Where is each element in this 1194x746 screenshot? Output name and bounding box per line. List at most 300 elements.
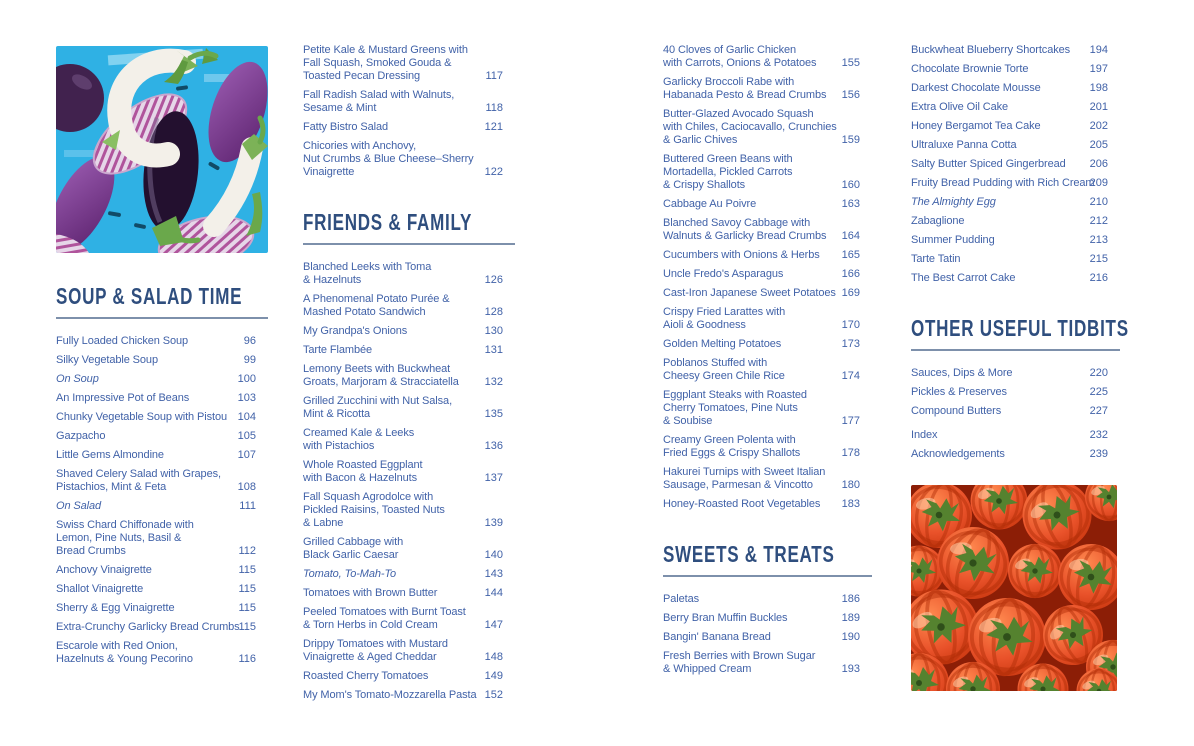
- toc-entry: [911, 448, 1120, 461]
- toc-entry-page-number: 105: [237, 430, 256, 442]
- toc-entry-line: Fatty Bistro Salad: [303, 121, 389, 133]
- toc-entry-title: [56, 430, 234, 443]
- toc-entry-line: Walnuts & Garlicky Bread Crumbs: [663, 230, 827, 242]
- toc-entry-title: [911, 386, 1086, 399]
- section-heading-label: OTHER USEFUL TIDBITS: [911, 315, 1129, 341]
- toc-entry: [911, 139, 1120, 152]
- toc-entry-title: [663, 76, 838, 102]
- toc-entry-page-number: 99: [243, 354, 256, 366]
- toc-entry-line: Creamy Green Polenta with: [663, 434, 796, 446]
- toc-entry: [303, 89, 515, 115]
- toc-entry-page-number: 115: [238, 583, 256, 595]
- toc-entry-line: Chicories with Anchovy,: [303, 140, 417, 152]
- toc-entry-title: [663, 338, 838, 351]
- toc-entry-line: with Bacon & Hazelnuts: [303, 472, 417, 484]
- toc-entry-title: [56, 602, 234, 615]
- toc-entry-page-number: 180: [841, 479, 860, 491]
- toc-entry-title: [56, 500, 234, 513]
- toc-entry-line: The Best Carrot Cake: [911, 272, 1016, 284]
- toc-entry-line: with Carrots, Onions & Potatoes: [663, 57, 817, 69]
- toc-entry-page-number: 212: [1089, 215, 1108, 227]
- toc-entry-title: [303, 293, 481, 319]
- toc-entry-line: Ultraluxe Panna Cotta: [911, 139, 1017, 151]
- toc-entry-page-number: 130: [484, 325, 503, 337]
- toc-entry-page-number: 166: [841, 268, 860, 280]
- toc-entry: [663, 593, 872, 606]
- toc-entry-page-number: 115: [238, 564, 256, 576]
- toc-entry-line: Hakurei Turnips with Sweet Italian: [663, 466, 826, 478]
- toc-entry-title: [911, 44, 1086, 57]
- section-heading-soup-and-salad-time: [56, 283, 268, 319]
- toc-entry: [303, 261, 515, 287]
- toc-entry-line: Cabbage Au Poivre: [663, 198, 757, 210]
- toc-entry-line: Toasted Pecan Dressing: [303, 70, 421, 82]
- toc-entry: [911, 63, 1120, 76]
- toc-entry-page-number: 115: [238, 602, 256, 614]
- toc-entry: [56, 430, 268, 443]
- toc-entry-page-number: 140: [484, 549, 503, 561]
- toc-entry-title: [911, 158, 1086, 171]
- toc-entry-page-number: 189: [841, 612, 860, 624]
- toc-entry-page-number: 136: [484, 440, 503, 452]
- toc-column-4: [911, 44, 1129, 691]
- toc-entry-line: Fruity Bread Pudding with Rich Cream: [911, 177, 1095, 189]
- toc-entry-title: [303, 344, 481, 357]
- toc-entry-line: Garlicky Broccoli Rabe with: [663, 76, 795, 88]
- toc-entry-title: [663, 389, 838, 428]
- toc-entry: [911, 386, 1120, 399]
- toc-entry: [303, 670, 515, 683]
- toc-entry: [56, 500, 268, 513]
- toc-entry: [663, 153, 872, 192]
- toc-entry-title: [911, 253, 1086, 266]
- toc-entry-page-number: 112: [238, 545, 256, 557]
- toc-entry-page-number: 205: [1089, 139, 1108, 151]
- toc-entry: [303, 121, 515, 134]
- toc-entry-title: [663, 498, 838, 511]
- toc-entry-line: & Crispy Shallots: [663, 179, 746, 191]
- toc-entry-line: Vinaigrette & Aged Cheddar: [303, 651, 437, 663]
- toc-entry: [303, 427, 515, 453]
- toc-entry-line: Peeled Tomatoes with Burnt Toast: [303, 606, 466, 618]
- toc-entry-line: Lemony Beets with Buckwheat: [303, 363, 451, 375]
- toc-entry-line: Cucumbers with Onions & Herbs: [663, 249, 820, 261]
- toc-entry-line: The Almighty Egg: [911, 196, 996, 208]
- toc-entry: [663, 631, 872, 644]
- toc-entry-line: My Mom's Tomato-Mozzarella Pasta: [303, 689, 477, 701]
- toc-entry-line: Cheesy Green Chile Rice: [663, 370, 785, 382]
- toc-entry-title: [663, 108, 838, 147]
- toc-entry-line: Silky Vegetable Soup: [56, 354, 158, 366]
- toc-entry-page-number: 227: [1089, 405, 1108, 417]
- toc-entry-page-number: 193: [841, 663, 860, 675]
- toc-entry-line: Fall Squash, Smoked Gouda &: [303, 57, 452, 69]
- toc-entry: [663, 306, 872, 332]
- toc-entry: [56, 640, 268, 666]
- toc-entry-line: Sherry & Egg Vinaigrette: [56, 602, 175, 614]
- toc-entry-title: [911, 234, 1086, 247]
- section-heading-label: SOUP & SALAD TIME: [56, 283, 243, 309]
- toc-entry-title: [663, 434, 838, 460]
- toc-entry: [303, 606, 515, 632]
- toc-entry: [911, 177, 1120, 190]
- toc-entry-line: My Grandpa's Onions: [303, 325, 408, 337]
- toc-entry: [303, 395, 515, 421]
- toc-entry: [663, 466, 872, 492]
- toc-entry-page-number: 202: [1089, 120, 1108, 132]
- toc-entry-line: & Labne: [303, 517, 344, 529]
- toc-entry-title: [663, 217, 838, 243]
- toc-entry-line: Honey-Roasted Root Vegetables: [663, 498, 821, 510]
- toc-entry-line: Vinaigrette: [303, 166, 355, 178]
- toc-entry: [56, 519, 268, 558]
- toc-entry-line: Golden Melting Potatoes: [663, 338, 782, 350]
- toc-entry-line: Sauces, Dips & More: [911, 367, 1013, 379]
- toc-entry-title: [303, 587, 481, 600]
- toc-entry-page-number: 178: [841, 447, 860, 459]
- toc-entry-line: Zabaglione: [911, 215, 965, 227]
- toc-entry: [911, 158, 1120, 171]
- toc-entry: [303, 491, 515, 530]
- toc-entry: [911, 196, 1120, 209]
- toc-entry: [56, 392, 268, 405]
- toc-entry-page-number: 96: [243, 335, 256, 347]
- toc-entry-line: Blanched Savoy Cabbage with: [663, 217, 811, 229]
- toc-entry-title: [663, 198, 838, 211]
- toc-entry-title: [663, 357, 838, 383]
- toc-entry-line: Roasted Cherry Tomatoes: [303, 670, 429, 682]
- toc-entry: [56, 602, 268, 615]
- toc-entry-line: Black Garlic Caesar: [303, 549, 399, 561]
- toc-entry-title: [911, 82, 1086, 95]
- toc-column-3: [663, 44, 872, 682]
- toc-entry: [303, 363, 515, 389]
- toc-entry-title: [663, 249, 838, 262]
- toc-entry-page-number: 194: [1089, 44, 1108, 56]
- toc-entry-line: On Soup: [56, 373, 99, 385]
- section-heading-label: FRIENDS & FAMILY: [303, 209, 473, 235]
- toc-entry-line: Grilled Zucchini with Nut Salsa,: [303, 395, 453, 407]
- toc-entry-page-number: 128: [484, 306, 503, 318]
- toc-entry-title: [911, 272, 1086, 285]
- toc-entry-line: Tarte Flambée: [303, 344, 373, 356]
- toc-entry: [911, 215, 1120, 228]
- toc-entry-title: [56, 392, 234, 405]
- toc-entry-title: [663, 593, 838, 606]
- toc-entry-page-number: 103: [237, 392, 256, 404]
- toc-entry: [911, 253, 1120, 266]
- toc-entry-line: Mashed Potato Sandwich: [303, 306, 426, 318]
- toc-entry: [303, 587, 515, 600]
- toc-entry-line: Creamed Kale & Leeks: [303, 427, 415, 439]
- toc-entry-line: Buckwheat Blueberry Shortcakes: [911, 44, 1071, 56]
- toc-entry-title: [303, 606, 481, 632]
- toc-entry-title: [663, 612, 838, 625]
- toc-entry-page-number: 201: [1089, 101, 1108, 113]
- toc-entry-page-number: 135: [484, 408, 503, 420]
- toc-entry-page-number: 160: [841, 179, 860, 191]
- toc-entry-page-number: 144: [484, 587, 503, 599]
- toc-entry-page-number: 183: [841, 498, 860, 510]
- toc-entry-page-number: 152: [484, 689, 503, 701]
- toc-entry-line: Extra-Crunchy Garlicky Bread Crumbs: [56, 621, 240, 633]
- toc-entry-page-number: 220: [1089, 367, 1108, 379]
- toc-entry-line: Mortadella, Pickled Carrots: [663, 166, 793, 178]
- toc-entry-page-number: 198: [1089, 82, 1108, 94]
- toc-entry: [663, 217, 872, 243]
- toc-entry-line: Habanada Pesto & Bread Crumbs: [663, 89, 827, 101]
- toc-entry: [663, 287, 872, 300]
- toc-entry-page-number: 116: [238, 653, 256, 665]
- toc-entry-page-number: 213: [1089, 234, 1108, 246]
- toc-entry-line: Honey Bergamot Tea Cake: [911, 120, 1041, 132]
- toc-entry-line: Cast-Iron Japanese Sweet Potatoes: [663, 287, 836, 299]
- toc-entry-line: Fall Squash Agrodolce with: [303, 491, 434, 503]
- toc-entry-line: Cherry Tomatoes, Pine Nuts: [663, 402, 798, 414]
- toc-entry-title: [663, 268, 838, 281]
- toc-entry-line: Groats, Marjoram & Stracciatella: [303, 376, 459, 388]
- toc-entry-page-number: 163: [841, 198, 860, 210]
- toc-entry-title: [303, 491, 481, 530]
- toc-entry-title: [663, 287, 838, 300]
- toc-entry-title: [56, 583, 234, 596]
- toc-entry: [663, 612, 872, 625]
- toc-entry: [911, 120, 1120, 133]
- toc-entry-page-number: 149: [484, 670, 503, 682]
- toc-entry: [663, 650, 872, 676]
- toc-entry-title: [663, 44, 838, 70]
- toc-entry-page-number: 164: [841, 230, 860, 242]
- toc-entry-title: [911, 177, 1095, 190]
- toc-entry-title: [303, 121, 481, 134]
- toc-entry: [303, 638, 515, 664]
- section-heading-other-useful-tidbits: [911, 315, 1129, 351]
- toc-entry: [56, 468, 268, 494]
- toc-entry-page-number: 156: [841, 89, 860, 101]
- toc-entry-title: [303, 261, 481, 287]
- toc-entry: [56, 564, 268, 577]
- toc-entry-line: Swiss Chard Chiffonade with: [56, 519, 194, 531]
- toc-entry-line: Berry Bran Muffin Buckles: [663, 612, 788, 624]
- toc-entry-page-number: 122: [484, 166, 503, 178]
- section-heading-sweets-and-treats: [663, 541, 872, 577]
- toc-entry-page-number: 126: [484, 274, 503, 286]
- toc-entry-line: Extra Olive Oil Cake: [911, 101, 1009, 113]
- toc-entry-line: Salty Butter Spiced Gingerbread: [911, 158, 1066, 170]
- toc-entry-line: 40 Cloves of Garlic Chicken: [663, 44, 797, 56]
- toc-entry-line: On Salad: [56, 500, 102, 512]
- toc-entry-line: Darkest Chocolate Mousse: [911, 82, 1041, 94]
- toc-entry-line: Chunky Vegetable Soup with Pistou: [56, 411, 227, 423]
- toc-entry-page-number: 117: [485, 70, 503, 82]
- toc-entry-title: [56, 449, 234, 462]
- toc-entry-title: [911, 367, 1086, 380]
- toc-entry-line: Mint & Ricotta: [303, 408, 371, 420]
- toc-entry-page-number: 210: [1089, 196, 1108, 208]
- toc-column-1: [56, 46, 268, 672]
- toc-entry-page-number: 190: [841, 631, 860, 643]
- toc-entry-page-number: 186: [841, 593, 860, 605]
- toc-entry-title: [56, 621, 240, 634]
- toc-entry: [663, 434, 872, 460]
- toc-entry-title: [911, 139, 1086, 152]
- toc-entry-line: with Pistachios: [303, 440, 375, 452]
- toc-entry-title: [56, 335, 234, 348]
- toc-entry-page-number: 159: [841, 134, 860, 146]
- toc-entry-page-number: 225: [1089, 386, 1108, 398]
- toc-entry-line: Pistachios, Mint & Feta: [56, 481, 167, 493]
- toc-entry-title: [911, 63, 1086, 76]
- toc-entry-title: [663, 650, 838, 676]
- toc-entry-title: [911, 215, 1086, 228]
- toc-entry-line: Compound Butters: [911, 405, 1002, 417]
- toc-entry-title: [56, 564, 234, 577]
- toc-entry-line: & Garlic Chives: [663, 134, 738, 146]
- toc-entry-page-number: 165: [841, 249, 860, 261]
- toc-entry-page-number: 147: [484, 619, 503, 631]
- toc-entry-page-number: 137: [484, 472, 503, 484]
- toc-entry-line: & Torn Herbs in Cold Cream: [303, 619, 438, 631]
- toc-entry: [303, 568, 515, 581]
- toc-entry-line: Petite Kale & Mustard Greens with: [303, 44, 468, 56]
- toc-entry: [303, 44, 515, 83]
- toc-entry-line: Tomatoes with Brown Butter: [303, 587, 438, 599]
- toc-entry-page-number: 104: [237, 411, 256, 423]
- toc-entry: [56, 621, 268, 634]
- toc-entry-page-number: 232: [1089, 429, 1108, 441]
- toc-entry-line: Fried Eggs & Crispy Shallots: [663, 447, 801, 459]
- toc-entry-page-number: 169: [841, 287, 860, 299]
- toc-entry-line: Shallot Vinaigrette: [56, 583, 144, 595]
- toc-entry: [911, 272, 1120, 285]
- toc-entry-title: [911, 405, 1086, 418]
- toc-entry-line: Bangin' Banana Bread: [663, 631, 771, 643]
- toc-entry-page-number: 177: [841, 415, 860, 427]
- toc-entry-line: Anchovy Vinaigrette: [56, 564, 152, 576]
- toc-entry: [663, 389, 872, 428]
- toc-entry-line: Sausage, Parmesan & Vincotto: [663, 479, 813, 491]
- toc-entry-page-number: 107: [237, 449, 256, 461]
- toc-entry: [56, 354, 268, 367]
- toc-entry-page-number: 206: [1089, 158, 1108, 170]
- toc-entry-line: Eggplant Steaks with Roasted: [663, 389, 807, 401]
- section-heading-friends-and-family: [303, 209, 515, 245]
- toc-entry-line: Aioli & Goodness: [663, 319, 746, 331]
- toc-entry: [303, 140, 515, 179]
- toc-entry: [663, 268, 872, 281]
- toc-entry-page-number: 239: [1089, 448, 1108, 460]
- toc-entry-title: [56, 354, 234, 367]
- toc-entry: [911, 101, 1120, 114]
- toc-entry-line: Nut Crumbs & Blue Cheese–Sherry: [303, 153, 474, 165]
- toc-entry-line: & Whipped Cream: [663, 663, 752, 675]
- toc-entry-title: [663, 153, 838, 192]
- toc-entry: [303, 293, 515, 319]
- toc-entry-line: Index: [911, 429, 938, 441]
- toc-entry-page-number: 216: [1089, 272, 1108, 284]
- toc-entry-line: Butter-Glazed Avocado Squash: [663, 108, 814, 120]
- toc-entry-page-number: 170: [841, 319, 860, 331]
- toc-entry-line: A Phenomenal Potato Purée &: [303, 293, 450, 305]
- toc-entry-line: Lemon, Pine Nuts, Basil &: [56, 532, 182, 544]
- toc-entry: [303, 689, 515, 702]
- toc-entry-title: [303, 427, 481, 453]
- toc-entry-line: Summer Pudding: [911, 234, 995, 246]
- toc-entry-title: [911, 429, 1086, 442]
- toc-entry-line: Chocolate Brownie Torte: [911, 63, 1029, 75]
- toc-entry-line: Whole Roasted Eggplant: [303, 459, 423, 471]
- toc-entry-line: Poblanos Stuffed with: [663, 357, 768, 369]
- toc-entry-title: [663, 631, 838, 644]
- toc-entry-page-number: 132: [484, 376, 503, 388]
- toc-entry-title: [303, 89, 481, 115]
- toc-entry-page-number: 115: [238, 621, 256, 633]
- toc-entry-title: [911, 448, 1086, 461]
- toc-entry: [911, 367, 1120, 380]
- toc-entry: [303, 344, 515, 357]
- toc-entry: [303, 536, 515, 562]
- toc-entry-line: Sesame & Mint: [303, 102, 377, 114]
- toc-entry: [663, 108, 872, 147]
- toc-entry-line: Escarole with Red Onion,: [56, 640, 178, 652]
- toc-entry-line: Paletas: [663, 593, 699, 605]
- toc-entry-page-number: 148: [484, 651, 503, 663]
- toc-entry-title: [663, 466, 838, 492]
- toc-entry: [303, 325, 515, 338]
- toc-entry-page-number: 108: [237, 481, 256, 493]
- toc-entry: [56, 373, 268, 386]
- toc-entry-line: Grilled Cabbage with: [303, 536, 404, 548]
- toc-entry-title: [911, 101, 1086, 114]
- toc-entry: [663, 249, 872, 262]
- toc-entry: [911, 82, 1120, 95]
- toc-entry: [663, 357, 872, 383]
- toc-entry: [911, 44, 1120, 57]
- toc-entry-page-number: 155: [841, 57, 860, 69]
- toc-entry-title: [56, 373, 234, 386]
- toc-entry-line: Pickled Raisins, Toasted Nuts: [303, 504, 445, 516]
- toc-entry-line: Tarte Tatin: [911, 253, 961, 265]
- toc-entry-line: Crispy Fried Larattes with: [663, 306, 786, 318]
- toc-entry-title: [56, 519, 234, 558]
- toc-entry-line: Hazelnuts & Young Pecorino: [56, 653, 193, 665]
- toc-entry: [56, 449, 268, 462]
- toc-entry-page-number: 131: [484, 344, 503, 356]
- toc-entry: [911, 234, 1120, 247]
- heirloom-tomatoes-photo: [911, 485, 1117, 691]
- toc-entry-title: [56, 640, 234, 666]
- toc-entry-page-number: 118: [485, 102, 503, 114]
- toc-entry-title: [303, 568, 481, 581]
- toc-entry: [303, 459, 515, 485]
- toc-entry-page-number: 100: [237, 373, 256, 385]
- toc-entry: [663, 44, 872, 70]
- toc-column-2: [303, 44, 515, 708]
- eggplant-crate-photo: [56, 46, 268, 253]
- toc-entry-title: [911, 196, 1086, 209]
- toc-entry-line: Fall Radish Salad with Walnuts,: [303, 89, 455, 101]
- toc-entry-line: Acknowledgements: [911, 448, 1005, 460]
- toc-entry-page-number: 174: [841, 370, 860, 382]
- section-heading-label: SWEETS & TREATS: [663, 541, 835, 567]
- toc-entry-title: [303, 325, 481, 338]
- toc-entry: [56, 583, 268, 596]
- toc-entry-title: [663, 306, 838, 332]
- toc-entry-title: [303, 140, 481, 179]
- toc-entry: [911, 429, 1120, 442]
- toc-entry-line: Uncle Fredo's Asparagus: [663, 268, 784, 280]
- toc-entry-title: [303, 670, 481, 683]
